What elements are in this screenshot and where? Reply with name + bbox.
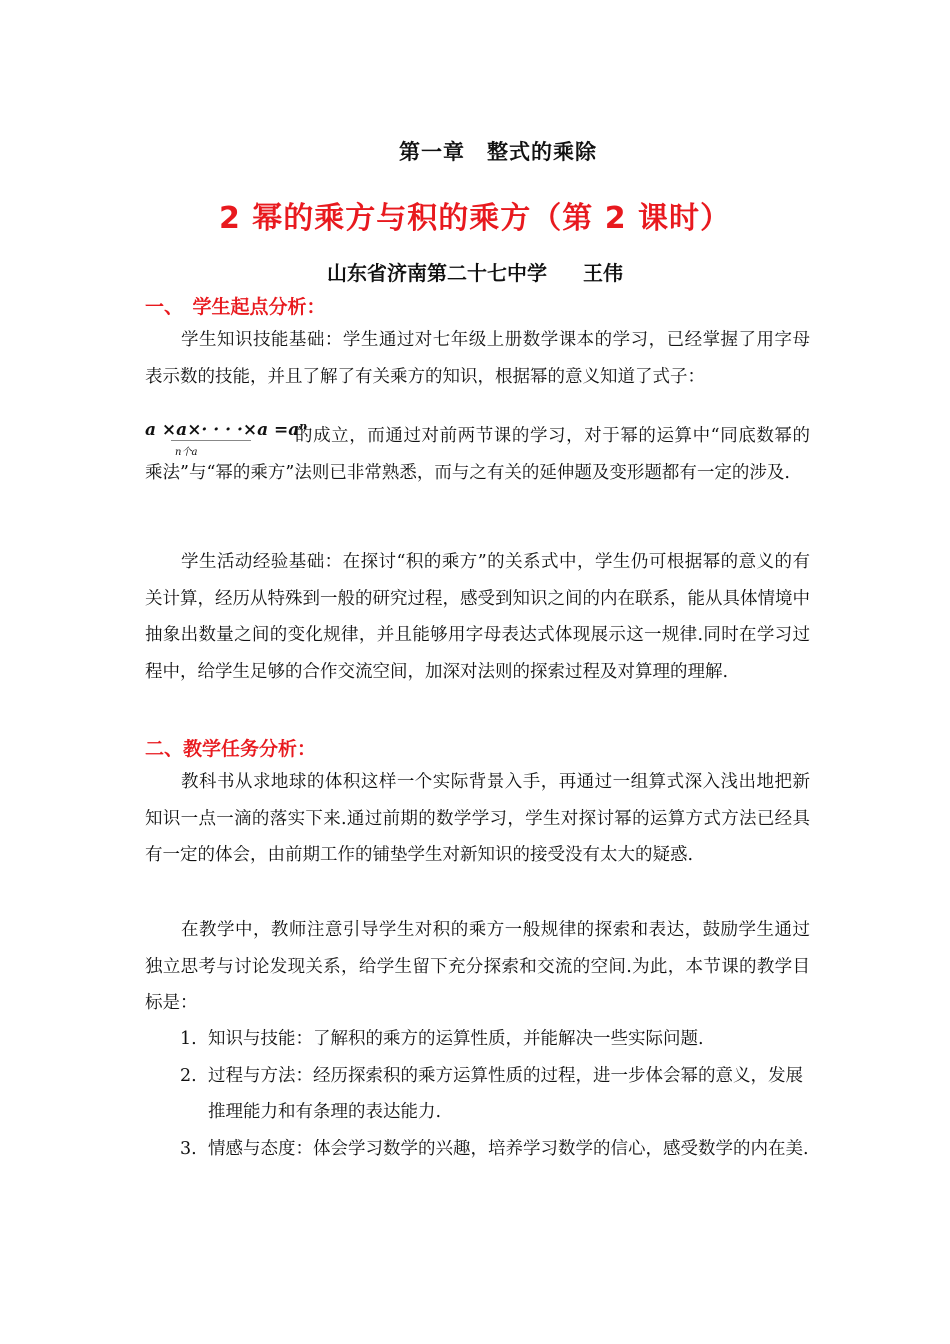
author-school: 山东省济南第二十七中学 bbox=[327, 261, 547, 285]
goal-item bbox=[172, 1021, 812, 1058]
paragraph-teaching-goals-intro: 在教学中，教师注意引导学生对积的乘方一般规律的探索和表达，鼓励学生通过独立思考与讨论发现关系，给学生留下充分探索和交流的空间.为此，本节课的教学目标是： bbox=[145, 920, 810, 1013]
author-line bbox=[0, 257, 950, 286]
lesson-title: 2 幂的乘方与积的乘方（第 2 课时） bbox=[218, 201, 732, 236]
paragraph-knowledge-basis: 学生知识技能基础：学生通过对七年级上册数学课本的学习，已经掌握了用字母表示数的技能，并且了解了有关乘方的知识，根据幂的意义知道了式子： bbox=[145, 330, 810, 387]
section-heading-2: 二、教学任务分析： bbox=[145, 738, 317, 760]
chapter-title: 第一章 整式的乘除 bbox=[399, 140, 597, 164]
goal-item bbox=[172, 1058, 812, 1131]
goal-text: 过程与方法：经历探索积的乘方运算性质的过程，进一步体会幂的意义，发展推理能力和有条理的表达能力. bbox=[208, 1065, 803, 1122]
goals-list bbox=[172, 1021, 812, 1167]
goal-number: 3. bbox=[180, 1138, 197, 1159]
formula-underbrace-label: n个a bbox=[175, 447, 198, 458]
author-name: 王伟 bbox=[583, 261, 623, 285]
goal-text: 情感与态度：体会学习数学的兴趣，培养学习数学的信心，感受数学的内在美. bbox=[208, 1138, 809, 1159]
goal-text: 知识与技能：了解积的乘方的运算性质，并能解决一些实际问题. bbox=[208, 1029, 704, 1049]
paragraph-activity-basis: 学生活动经验基础：在探讨“积的乘方”的关系式中，学生仍可根据幂的意义的有关计算，经历从特殊到一般的研究过程，感受到知识之间的内在联系，能从具体情境中抽象出数量之间的变化规律，并且能够用字母表达式体现展示这一规律.同时在学习过程中，给学生足够的合作交流空间，加深对法则的探索过程及对算理的理解. bbox=[145, 552, 810, 682]
goal-item bbox=[172, 1131, 812, 1168]
goal-number: 2. bbox=[180, 1065, 197, 1086]
paragraph-formula-continuation: 的成立，而通过对前两节课的学习，对于幂的运算中“同底数幂的乘法”与“幂的乘方”法则已非常熟悉，而与之有关的延伸题及变形题都有一定的涉及. bbox=[145, 426, 810, 483]
formula-expression: a ×a×· · · ·×a =aⁿ bbox=[145, 420, 308, 440]
section-heading-1: 一、 学生起点分析： bbox=[145, 296, 326, 318]
paragraph-task-analysis: 教科书从求地球的体积这样一个实际背景入手，再通过一组算式深入浅出地把新知识一点一滴的落实下来.通过前期的数学学习，学生对探讨幂的运算方式方法已经具有一定的体会，由前期工作的铺垫学生对新知识的接受没有太大的疑惑. bbox=[145, 772, 810, 865]
goal-number: 1. bbox=[180, 1029, 197, 1049]
